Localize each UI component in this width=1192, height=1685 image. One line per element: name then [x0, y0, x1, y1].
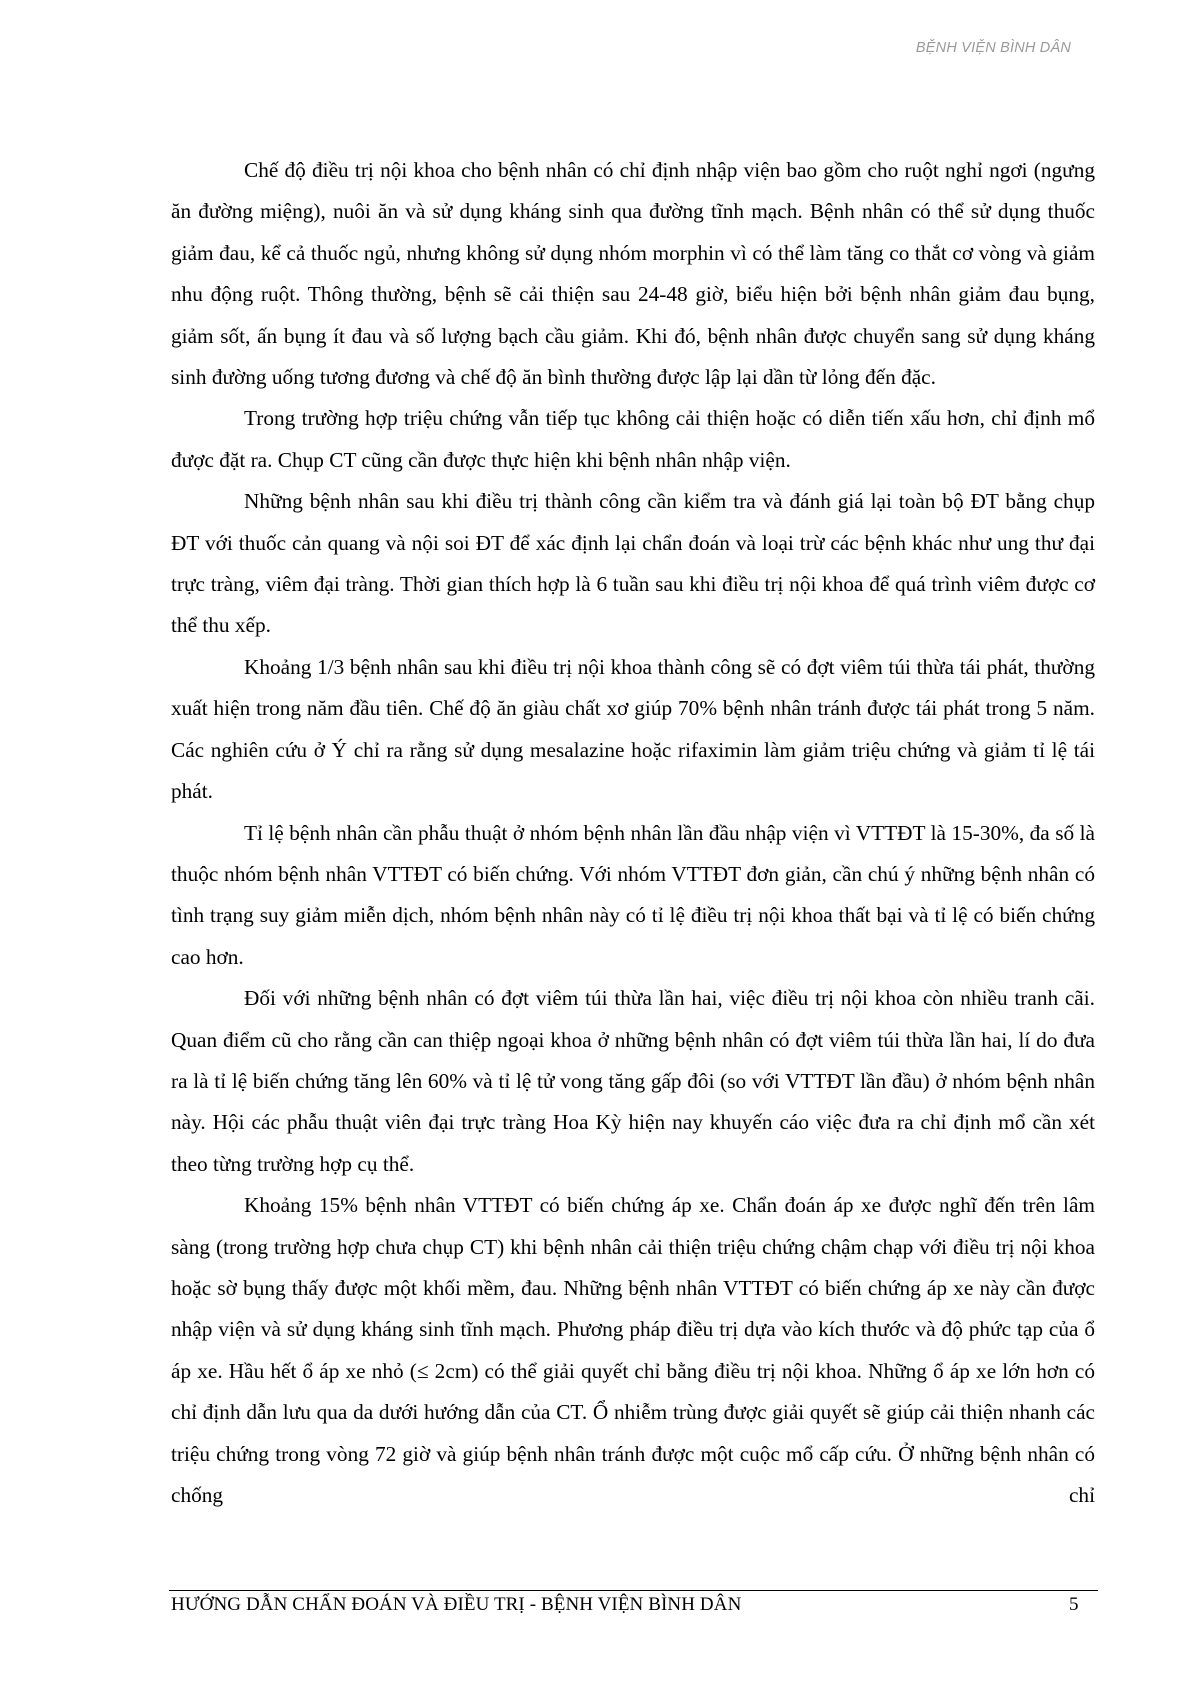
paragraph-follow-up-evaluation: Những bệnh nhân sau khi điều trị thành công cần kiểm tra và đánh giá lại toàn bộ ĐT bằng chụp ĐT với thuốc cản quang và nội soi ĐT để xác định lại chẩn đoán và loại trừ các bệnh khác như ung thư đại trực tràng, viêm đại tràng. Thời gian thích hợp là 6 tuần sau khi điều trị nội khoa để quá trình viêm được cơ thể thu xếp. — [171, 489, 1095, 638]
footer-title: HƯỚNG DẪN CHẨN ĐOÁN VÀ ĐIỀU TRỊ - BỆNH VIỆN BÌNH DÂN — [171, 1594, 742, 1615]
paragraph-inpatient-medical-treatment: Chế độ điều trị nội khoa cho bệnh nhân có chỉ định nhập viện bao gồm cho ruột nghỉ ngơi (ngưng ăn đường miệng), nuôi ăn và sử dụng kháng sinh qua đường tĩnh mạch. Bệnh nhân có thể sử dụng thuốc giảm đau, kể cả thuốc ngủ, nhưng không sử dụng nhóm morphin vì có thể làm tăng co thắt cơ vòng và giảm nhu động ruột. Thông thường, bệnh sẽ cải thiện sau 24-48 giờ, biểu hiện bởi bệnh nhân giảm đau bụng, giảm sốt, ấn bụng ít đau và số lượng bạch cầu giảm. Khi đó, bệnh nhân được chuyển sang sử dụng kháng sinh đường uống tương đương và chế độ ăn bình thường được lập lại dần từ lỏng đến đặc. — [171, 158, 1095, 390]
paragraph-abscess-complication: Khoảng 15% bệnh nhân VTTĐT có biến chứng áp xe. Chẩn đoán áp xe được nghĩ đến trên lâm sàng (trong trường hợp chưa chụp CT) khi bệnh nhân cải thiện triệu chứng chậm chạp với điều trị nội khoa hoặc sờ bụng thấy được một khối mềm, đau. Những bệnh nhân VTTĐT có biến chứng áp xe này cần được nhập viện và sử dụng kháng sinh tĩnh mạch. Phương pháp điều trị dựa vào kích thước và độ phức tạp của ổ áp xe. Hầu hết ổ áp xe nhỏ (≤ 2cm) có thể giải quyết chỉ bằng điều trị nội khoa. Những ổ áp xe lớn hơn có chỉ định dẫn lưu qua da dưới hướng dẫn của CT. Ổ nhiễm trùng được giải quyết sẽ giúp cải thiện nhanh các triệu chứng trong vòng 72 giờ và giúp bệnh nhân tránh được một cuộc mổ cấp cứu. Ở những bệnh nhân có chống chỉ — [171, 1193, 1095, 1507]
paragraph-surgery-indication: Trong trường hợp triệu chứng vẫn tiếp tục không cải thiện hoặc có diễn tiến xấu hơn, chỉ định mổ được đặt ra. Chụp CT cũng cần được thực hiện khi bệnh nhân nhập viện. — [171, 406, 1095, 472]
footer-divider — [169, 1590, 1098, 1591]
paragraph-surgery-rate: Tỉ lệ bệnh nhân cần phẫu thuật ở nhóm bệnh nhân lần đầu nhập viện vì VTTĐT là 15-30%, đa số là thuộc nhóm bệnh nhân VTTĐT có biến chứng. Với nhóm VTTĐT đơn giản, cần chú ý những bệnh nhân có tình trạng suy giảm miễn dịch, nhóm bệnh nhân này có tỉ lệ điều trị nội khoa thất bại và tỉ lệ có biến chứng cao hơn. — [171, 820, 1095, 969]
document-body — [171, 150, 1095, 1516]
page-number: 5 — [1069, 1594, 1079, 1615]
running-header: BỆNH VIỆN BÌNH DÂN — [915, 40, 1071, 56]
paragraph-recurrence: Khoảng 1/3 bệnh nhân sau khi điều trị nội khoa thành công sẽ có đợt viêm túi thừa tái phát, thường xuất hiện trong năm đầu tiên. Chế độ ăn giàu chất xơ giúp 70% bệnh nhân tránh được tái phát trong 5 năm. Các nghiên cứu ở Ý chỉ ra rằng sử dụng mesalazine hoặc rifaximin làm giảm triệu chứng và giảm tỉ lệ tái phát. — [171, 654, 1095, 804]
paragraph-second-episode: Đối với những bệnh nhân có đợt viêm túi thừa lần hai, việc điều trị nội khoa còn nhiều tranh cãi. Quan điểm cũ cho rằng cần can thiệp ngoại khoa ở những bệnh nhân có đợt viêm túi thừa lần hai, lí do đưa ra là tỉ lệ biến chứng tăng lên 60% và tỉ lệ tử vong tăng gấp đôi (so với VTTĐT lần đầu) ở nhóm bệnh nhân này. Hội các phẫu thuật viên đại trực tràng Hoa Kỳ hiện nay khuyến cáo việc đưa ra chỉ định mổ cần xét theo từng trường hợp cụ thể. — [171, 986, 1095, 1176]
